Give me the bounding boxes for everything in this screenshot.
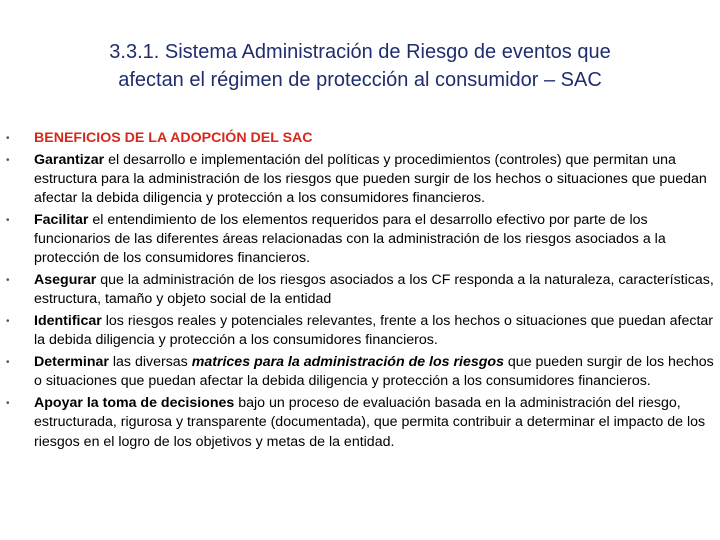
bullet-keyword: Apoyar la toma de decisiones xyxy=(34,395,235,412)
bullet-text: las diversas xyxy=(108,354,192,371)
benefits-list xyxy=(0,129,720,454)
bullet-keyword: Facilitar xyxy=(34,212,89,228)
bullet-keyword: Identificar xyxy=(34,313,102,330)
bullet-dot-icon: • xyxy=(6,215,10,226)
slide-title xyxy=(40,38,680,94)
bullet-dot-icon: • xyxy=(6,398,10,410)
bullet-text: el desarrollo e implementación del políticas y procedimientos (controles) que permitan una estructura para la administración de los riesgos que pueden surgir de los hechos o situaciones que puedan afectar la debida diligencia y protección a los consumidores financieros. xyxy=(34,151,707,207)
bullet-text: los riesgos reales y potenciales relevantes, frente a los hechos o situaciones que puedan afectar la debida diligencia y protección a los consumidores financieros. xyxy=(34,313,714,349)
bullet-dot-icon: • xyxy=(6,133,10,144)
bullet-dot-icon: • xyxy=(6,316,10,328)
list-item xyxy=(0,353,720,391)
bullet-keyword: Asegurar xyxy=(34,272,97,289)
bullet-text: que la administración de los riesgos asociados a los CF responda a la naturaleza, características, estructura, tamaño y objeto social de la entidad xyxy=(34,272,714,308)
bullet-dot-icon: • xyxy=(6,154,10,166)
bullet-text: el entendimiento de los elementos requeridos para el desarrollo efectivo por parte de los funcionarios de las diferentes áreas relacionadas con la administración de los riesgos asociados a la protección de los consumidores financieros. xyxy=(34,212,666,267)
bullet-dot-icon: • xyxy=(6,275,10,287)
benefits-heading: BENEFICIOS DE LA ADOPCIÓN DEL SAC xyxy=(34,130,313,146)
list-item xyxy=(0,394,720,452)
list-item xyxy=(0,211,720,269)
list-item xyxy=(0,312,720,350)
list-item xyxy=(0,151,720,209)
bullet-dot-icon: • xyxy=(6,357,10,369)
bullet-emphasis: matrices para la administración de los riesgos xyxy=(191,354,504,371)
list-item xyxy=(0,271,720,309)
bullet-text: bajo un proceso de evaluación basada en la administración del riesgo, estructurada, rigurosa y transparente (documentada), que permita contribuir a determinar el impacto de los riesgos en el logro de los objetivos y metas de la entidad. xyxy=(34,395,706,450)
bullet-keyword: Garantizar xyxy=(34,151,105,168)
slide-title-line-2: afectan el régimen de protección al consumidor – SAC xyxy=(118,69,602,91)
bullet-keyword: Determinar xyxy=(34,354,109,371)
list-item-heading xyxy=(0,129,720,148)
slide-title-line-1: 3.3.1. Sistema Administración de Riesgo de eventos que xyxy=(109,41,611,63)
bullet-text: que pueden surgir de los hechos o situaciones que puedan afectar la debida diligencia y protección a los consumidores financieros. xyxy=(34,354,714,390)
